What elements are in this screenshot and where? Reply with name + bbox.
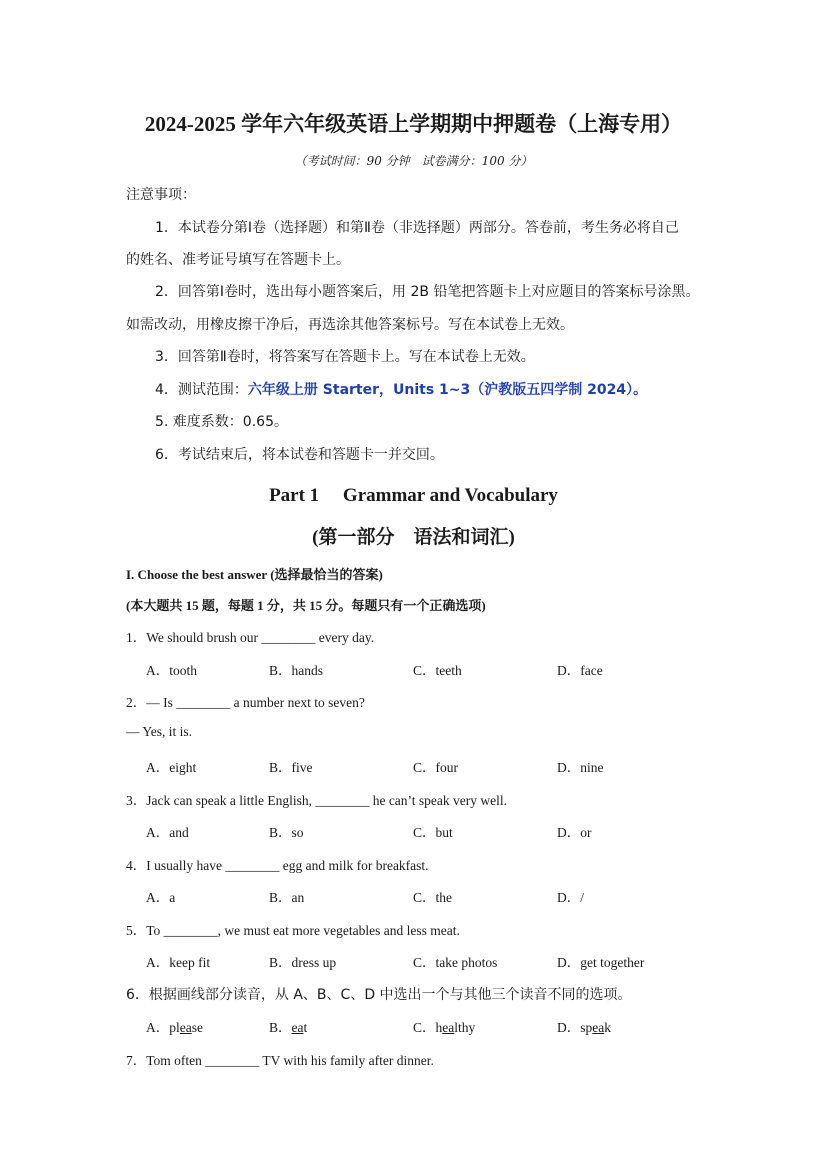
part-subtitle: (第一部分 语法和词汇) (312, 527, 515, 548)
test-scope: 六年级上册 Starter，Units 1~3（沪教版五四学制 2024）。 (247, 382, 648, 398)
q4-option-b: B．an (269, 890, 305, 905)
note-4-prefix: 4．测试范围： (155, 382, 248, 398)
question-1: 1．We should brush our ________ every day. (126, 630, 375, 645)
question-7: 7．Tom often ________ TV with his family after dinner. (126, 1053, 434, 1068)
q2-option-c: C．four (413, 760, 458, 775)
q3-option-a: A．and (146, 825, 189, 840)
note-4 (155, 379, 647, 399)
page-title: 2024-2025 学年六年级英语上学期期中押题卷（上海专用） (144, 112, 683, 136)
q5-option-c: C．take photos (413, 955, 498, 970)
q4-option-c: C．the (413, 890, 452, 905)
question-2-reply: — Yes, it is. (126, 724, 193, 739)
q2-option-d: D．nine (557, 760, 604, 775)
q2-option-b: B．five (269, 760, 313, 775)
q4-option-a: A．a (146, 890, 176, 905)
note-2-line-1: 2．回答第Ⅰ卷时，选出每小题答案后，用 2B 铅笔把答题卡上对应题目的答案标号涂黑。 (155, 284, 700, 300)
note-3: 3．回答第Ⅱ卷时，将答案写在答题卡上。写在本试卷上无效。 (155, 349, 535, 365)
q6-option-a: A．please (146, 1020, 203, 1035)
q1-option-d: D．face (557, 663, 603, 678)
q5-option-a: A．keep fit (146, 955, 211, 970)
q6-option-b: B．eat (269, 1020, 308, 1035)
note-1-line-1: 1．本试卷分第Ⅰ卷（选择题）和第Ⅱ卷（非选择题）两部分。答卷前，考生务必将自己 (155, 220, 679, 236)
q1-option-c: C．teeth (413, 663, 462, 678)
q2-option-a: A．eight (146, 760, 197, 775)
q3-option-d: D．or (557, 825, 592, 840)
question-6: 6．根据画线部分读音，从 A、B、C、D 中选出一个与其他三个读音不同的选项。 (126, 987, 632, 1003)
note-6: 6．考试结束后，将本试卷和答题卡一并交回。 (155, 447, 444, 463)
section-heading: I. Choose the best answer (选择最恰当的答案) (126, 567, 383, 582)
notes-heading: 注意事项： (126, 187, 196, 203)
note-1-line-2: 的姓名、准考证号填写在答题卡上。 (126, 252, 350, 268)
q4-option-d: D．/ (557, 890, 584, 905)
q1-option-b: B．hands (269, 663, 323, 678)
question-4: 4．I usually have ________ egg and milk for breakfast. (126, 858, 429, 873)
q6-option-d: D．speak (557, 1020, 611, 1035)
q5-option-b: B．dress up (269, 955, 337, 970)
note-2-line-2: 如需改动，用橡皮擦干净后，再选涂其他答案标号。写在本试卷上无效。 (126, 317, 574, 333)
part-title: Part 1 Grammar and Vocabulary (269, 485, 558, 506)
q5-option-d: D．get together (557, 955, 645, 970)
q6-option-c: C．healthy (413, 1020, 476, 1035)
note-5: 5. 难度系数：0.65。 (155, 414, 288, 430)
q3-option-c: C．but (413, 825, 453, 840)
exam-info: （考试时间：90 分钟 试卷满分：100 分） (294, 154, 533, 168)
question-5: 5．To ________, we must eat more vegetables and less meat. (126, 923, 460, 938)
q3-option-b: B．so (269, 825, 304, 840)
section-instruction: (本大题共 15 题，每题 1 分，共 15 分。每题只有一个正确选项) (126, 598, 486, 613)
question-2: 2．— Is ________ a number next to seven? (126, 695, 365, 710)
q1-option-a: A．tooth (146, 663, 198, 678)
question-3: 3．Jack can speak a little English, ________ he can’t speak very well. (126, 793, 508, 808)
